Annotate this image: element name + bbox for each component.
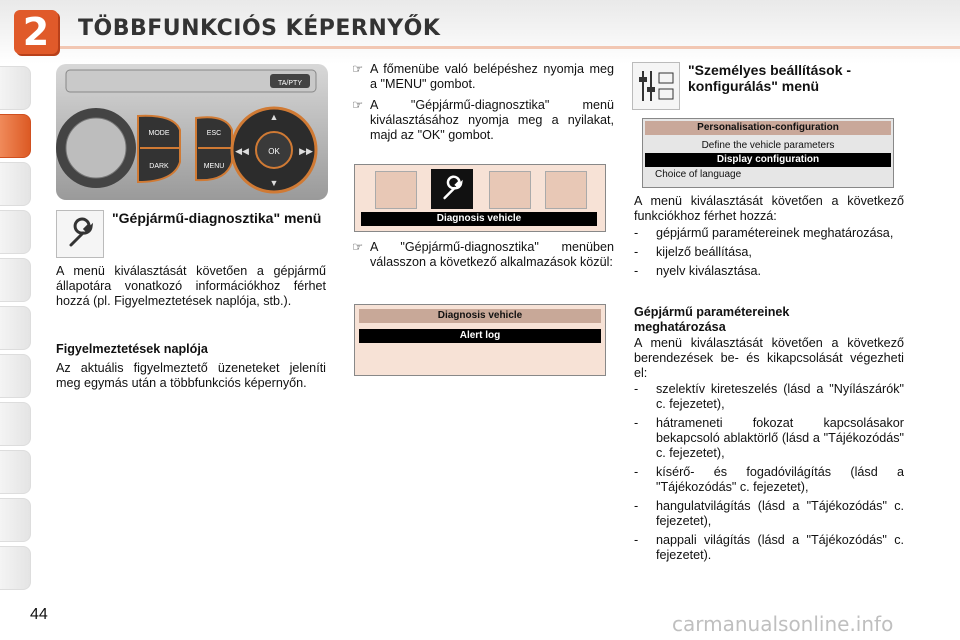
personalisation-list — [634, 226, 904, 283]
svg-text:▶▶: ▶▶ — [299, 146, 313, 156]
list-item: - hangulatvilágítás (lásd a "Tájékozódás" c. fejezetet), — [634, 499, 904, 528]
screen-selected-bar: Diagnosis vehicle — [361, 212, 597, 226]
esc-label: ESC — [206, 130, 222, 137]
personalisation-intro: A menü kiválasztását követően a következő funkciókhoz férhet hozzá: — [634, 194, 904, 223]
pointing-hand-icon: ☞ — [352, 98, 364, 112]
list-item: - szelektív kireteszelés (lásd a "Nyílászárók" c. fejezetet), — [634, 382, 904, 411]
settings-sliders-icon — [489, 171, 531, 209]
chapter-tab[interactable] — [0, 66, 31, 110]
personalisation-screen — [642, 118, 894, 188]
step-3: ☞ A "Gépjármű-diagnosztika" menüben válasszon a következő alkalmazások közül: — [352, 240, 614, 269]
page-number: 44 — [30, 606, 48, 623]
list-item: - nappali világítás (lásd a "Tájékozódás" c. fejezetet). — [634, 533, 904, 562]
chapter-tabs — [0, 66, 34, 594]
screen-selected-line: Display configuration — [645, 153, 891, 167]
chapter-tab[interactable] — [0, 546, 31, 590]
page-title: TÖBBFUNKCIÓS KÉPERNYŐK — [78, 16, 441, 41]
menu-screen-diagnosis — [354, 164, 606, 232]
chapter-tab[interactable] — [0, 354, 31, 398]
step-menu: ☞ A főmenübe való belépéshez nyomja meg a "MENU" gombot. — [352, 62, 614, 91]
vehicle-params-list — [634, 382, 904, 567]
chapter-tab-active[interactable] — [0, 114, 31, 158]
audio-icon — [375, 171, 417, 209]
pointing-hand-icon: ☞ — [352, 240, 364, 254]
personalisation-menu-icon — [632, 62, 680, 110]
chapter-tab[interactable] — [0, 162, 31, 206]
step-select-diagnosis: ☞ A "Gépjármű-diagnosztika" menü kiválasztásához nyomja meg a nyilakat, majd az "OK" gombot. — [352, 98, 614, 142]
svg-text:◀◀: ◀◀ — [235, 146, 249, 156]
chapter-tab[interactable] — [0, 402, 31, 446]
svg-text:▼: ▼ — [269, 178, 279, 188]
chapter-badge: 2 — [14, 10, 58, 54]
diagnosis-intro: A menü kiválasztását követően a gépjármű állapotára vonatkozó információkhoz férhet hozzá (pl. Figyelmeztetések naplója, stb.). — [56, 264, 326, 308]
chapter-tab[interactable] — [0, 258, 31, 302]
vehicle-params-heading: Gépjármű paramétereinek meghatározása — [634, 305, 790, 334]
chapter-tab[interactable] — [0, 498, 31, 542]
wrench-icon — [63, 217, 97, 251]
list-item: - gépjármű paramétereinek meghatározása, — [634, 226, 894, 240]
list-item: - nyelv kiválasztása. — [634, 264, 761, 278]
alert-log-text: Az aktuális figyelmeztető üzeneteket jeleníti meg egymás után a többfunkciós képernyőn. — [56, 361, 326, 390]
diagnosis-section-title: "Gépjármű-diagnosztika" menü — [112, 210, 322, 226]
wrench-icon — [431, 169, 473, 209]
watermark: carmanualsonline.info — [672, 612, 894, 636]
header-underline — [58, 46, 960, 49]
menu-label: MENU — [203, 163, 225, 170]
chapter-tab[interactable] — [0, 210, 31, 254]
phone-icon — [545, 171, 587, 209]
dark-label: DARK — [149, 163, 169, 170]
svg-text:▲: ▲ — [269, 112, 279, 122]
screen-line: Define the vehicle parameters — [701, 140, 835, 151]
personalisation-section-title: "Személyes beállítások - konfigurálás" menü — [688, 62, 852, 94]
pointing-hand-icon: ☞ — [352, 62, 364, 76]
screen-title: Diagnosis vehicle — [359, 309, 601, 323]
screen-title: Personalisation-configuration — [645, 121, 891, 135]
diagnosis-menu-icon — [56, 210, 104, 258]
settings-sliders-icon — [637, 67, 675, 105]
mode-label: MODE — [148, 130, 170, 137]
screen-line: Choice of language — [655, 169, 742, 180]
vehicle-params-intro: A menü kiválasztását követően a következő berendezések be- és kikapcsolását végezheti el: — [634, 336, 904, 380]
list-item: - hátrameneti fokozat kapcsolásakor bekapcsoló ablaktörlő (lásd a "Tájékozódás" c. fejezetet), — [634, 416, 904, 460]
screen-selected-item: Alert log — [359, 329, 601, 343]
control-panel-image — [56, 64, 328, 200]
chapter-tab[interactable] — [0, 450, 31, 494]
ok-label: OK — [268, 147, 280, 156]
list-item: - kísérő- és fogadóvilágítás (lásd a "Tájékozódás" c. fejezetet), — [634, 465, 904, 494]
alert-log-heading: Figyelmeztetések naplója — [56, 342, 208, 356]
list-item: - kijelző beállítása, — [634, 245, 752, 259]
steps-1-2 — [352, 62, 614, 149]
chapter-tab[interactable] — [0, 306, 31, 350]
ta-pty-label: TA/PTY — [278, 80, 302, 87]
menu-screen-alert-log — [354, 304, 606, 376]
